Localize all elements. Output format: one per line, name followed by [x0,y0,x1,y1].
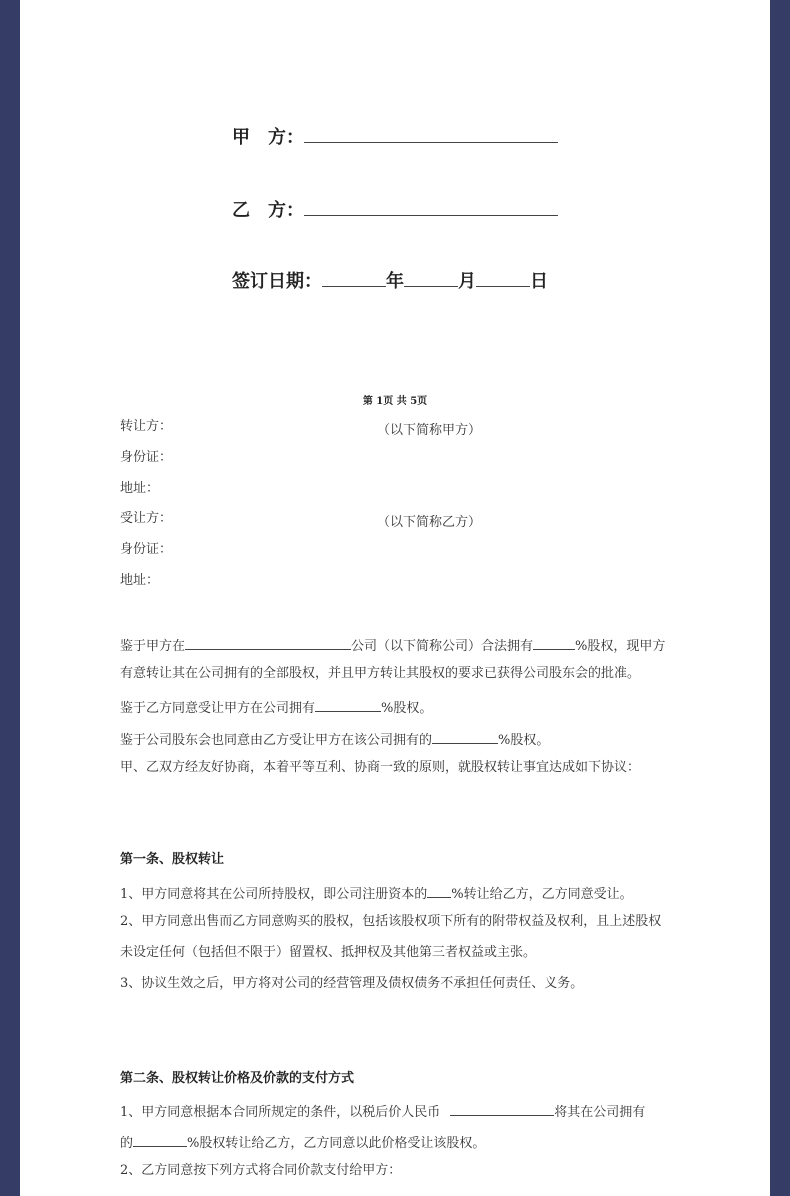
text: 鉴于公司股东会也同意由乙方受让甲方在该公司拥有的 [120,733,433,748]
transferee-label: 受让方： [120,511,173,526]
article-2-heading: 第二条、股权转让价格及价款的支付方式 [120,1071,355,1086]
preamble-paragraph-1 [120,635,665,655]
article-2-clause-2: 2、乙方同意按下列方式将合同价款支付给甲方： [120,1163,402,1178]
text: 1、甲方同意根据本合同所规定的条件，以税后价人民币 [120,1105,441,1120]
text: 公司（以下简称公司）合法拥有 [351,639,534,654]
day-label: 日 [530,271,548,292]
equity-percent-blank[interactable] [315,697,381,712]
day-blank[interactable] [476,268,530,287]
article-1-clause-2-cont: 未设定任何（包括但不限于）留置权、抵押权及其他第三者权益或主张。 [120,945,537,960]
text: 1、甲方同意将其在公司所持股权，即公司注册资本的 [120,887,428,902]
article-2-clause-1-cont [120,1132,485,1152]
equity-percent-blank[interactable] [133,1132,187,1147]
party-a-label: 甲 方： [232,127,304,148]
equity-percent-blank[interactable] [533,635,575,650]
company-name-blank[interactable] [185,635,351,650]
article-1-heading: 第一条、股权转让 [120,852,225,867]
text: %股权。 [381,701,433,716]
party-b-label: 乙 方： [232,200,304,221]
article-2-clause-1 [120,1101,645,1121]
transferor-note: （以下简称甲方） [377,423,482,438]
preamble-paragraph-1-cont: 有意转让其在公司拥有的全部股权，并且甲方转让其股权的要求已获得公司股东会的批准。 [120,666,641,681]
text: %股权，现甲方 [575,639,666,654]
text: %股权转让给乙方，乙方同意以此价格受让该股权。 [187,1136,486,1151]
article-1-clause-3: 3、协议生效之后，甲方将对公司的经营管理及债权债务不承担任何责任、义务。 [120,976,584,991]
preamble-paragraph-3 [120,729,549,749]
preamble-paragraph-2 [120,697,432,717]
transferee-note: （以下简称乙方） [377,515,482,530]
sign-date-line [232,268,548,293]
year-blank[interactable] [322,268,386,287]
transferor-label: 转让方： [120,419,173,434]
party-b-blank[interactable] [304,197,558,216]
article-1-clause-2: 2、甲方同意出售而乙方同意购买的股权，包括该股权项下所有的附带权益及权利，且上述股权 [120,914,662,929]
equity-percent-blank[interactable] [432,729,498,744]
transferee-address-label: 地址： [120,573,160,588]
party-a-blank[interactable] [304,124,558,143]
text: 的 [120,1136,134,1151]
article-1-clause-1 [120,883,633,903]
text: 鉴于甲方在 [120,639,186,654]
document-page [20,0,770,1196]
date-label: 签订日期： [232,271,322,292]
transferor-id-label: 身份证： [120,450,173,465]
text: 鉴于乙方同意受让甲方在公司拥有 [120,701,316,716]
page-indicator: 第 1页 共 5页 [362,396,428,407]
text: %股权。 [498,733,550,748]
month-label: 月 [458,271,476,292]
party-a-signature-line [232,124,558,149]
text: %转让给乙方，乙方同意受让。 [451,887,633,902]
month-blank[interactable] [404,268,458,287]
transferee-id-label: 身份证： [120,542,173,557]
price-blank[interactable] [450,1101,554,1116]
transferor-address-label: 地址： [120,481,160,496]
preamble-paragraph-4: 甲、乙双方经友好协商，本着平等互利、协商一致的原则，就股权转让事宜达成如下协议： [120,760,641,775]
year-label: 年 [386,271,404,292]
equity-percent-blank[interactable] [427,883,451,898]
text: 将其在公司拥有 [554,1105,646,1120]
party-b-signature-line [232,197,558,222]
